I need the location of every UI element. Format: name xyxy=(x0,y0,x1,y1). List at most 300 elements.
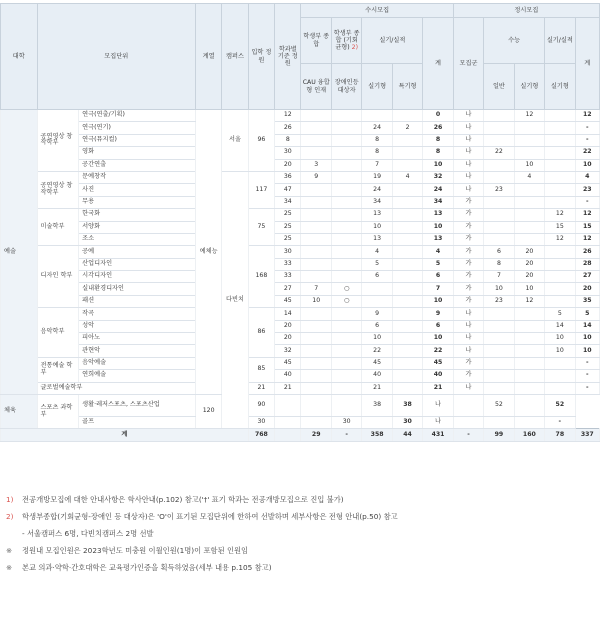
table-row xyxy=(1,333,600,345)
header-regular-total: 계 xyxy=(575,18,599,110)
table-row xyxy=(1,233,600,245)
practical-cell: 7 xyxy=(362,159,392,171)
early-total-cell: 9 xyxy=(423,308,453,320)
table-row xyxy=(1,134,600,146)
department-cell: 음악학부 xyxy=(37,308,79,358)
general-cell: 7 xyxy=(484,271,514,283)
suneung-practical-cell: 52 xyxy=(484,394,514,416)
base-quota-cell: 33 xyxy=(275,258,301,270)
group-cell: 나 xyxy=(453,320,483,332)
suneung-practical-cell xyxy=(514,370,544,382)
total-practical: 358 xyxy=(362,429,392,441)
general-cell xyxy=(484,221,514,233)
base-quota-cell: 20 xyxy=(275,159,301,171)
base-quota-cell: 33 xyxy=(275,271,301,283)
early-total-cell: 38 xyxy=(392,394,422,416)
major-cell: 공예 xyxy=(79,246,196,258)
enroll-quota-cell: 21 xyxy=(248,382,274,394)
general-cell: 6 xyxy=(484,246,514,258)
regular-total-cell: - xyxy=(575,196,599,208)
general-cell xyxy=(484,333,514,345)
table-row xyxy=(1,110,600,122)
practical2-cell: 14 xyxy=(545,320,575,332)
department-cell: 글로벌예술학부 xyxy=(37,382,195,394)
general-cell xyxy=(484,122,514,134)
practical-cell: 21 xyxy=(362,382,392,394)
regular-total-cell: 26 xyxy=(575,246,599,258)
suneung-practical-cell: 20 xyxy=(514,246,544,258)
cau-cell xyxy=(301,345,331,357)
footnote-3 xyxy=(6,529,596,539)
cau-cell xyxy=(301,233,331,245)
disabled-cell xyxy=(331,184,361,196)
practical-cell: 45 xyxy=(362,357,392,369)
early-total-cell: 40 xyxy=(423,370,453,382)
total-enroll: 768 xyxy=(248,429,274,441)
base-quota-cell: 20 xyxy=(275,333,301,345)
table-row xyxy=(1,196,600,208)
group-cell: 나 xyxy=(453,110,483,122)
early-total-cell: 34 xyxy=(423,196,453,208)
base-quota-cell: 21 xyxy=(275,382,301,394)
early-total-cell: 13 xyxy=(423,209,453,221)
special-cell xyxy=(392,258,422,270)
header-student-record-2-label: 학생부 종합 (기회 균형) xyxy=(333,29,360,52)
cau-cell xyxy=(301,246,331,258)
suneung-practical-cell: 20 xyxy=(514,271,544,283)
table-row xyxy=(1,345,600,357)
header-practical2: 실기/실적 xyxy=(545,18,575,64)
general-cell: 23 xyxy=(484,295,514,307)
practical-cell: 30 xyxy=(331,416,361,428)
university-cell: 체육 xyxy=(1,394,38,428)
general-cell xyxy=(484,345,514,357)
cau-cell xyxy=(301,184,331,196)
base-quota-cell: 12 xyxy=(275,110,301,122)
group-cell: 나 xyxy=(453,184,483,196)
practical-cell: 8 xyxy=(362,134,392,146)
major-cell: 연극(연출/기획) xyxy=(79,110,196,122)
group-cell: 나 xyxy=(453,122,483,134)
suneung-practical-cell xyxy=(484,416,514,428)
major-cell: 음악예술 xyxy=(79,357,196,369)
suneung-practical-cell: 10 xyxy=(514,159,544,171)
cau-cell xyxy=(301,209,331,221)
group-cell: 나 xyxy=(453,134,483,146)
major-cell: 연극(뮤지컬) xyxy=(79,134,196,146)
general-cell xyxy=(484,134,514,146)
base-quota-cell: 25 xyxy=(275,209,301,221)
regular-total-cell: 10 xyxy=(575,159,599,171)
header-track: 계열 xyxy=(195,4,221,110)
table-row xyxy=(1,283,600,295)
base-quota-cell: 34 xyxy=(275,196,301,208)
group-cell: 가 xyxy=(453,209,483,221)
practical2-cell xyxy=(545,258,575,270)
practical-cell: 6 xyxy=(362,271,392,283)
footnote-text: 본교 의과·약학·간호대학은 교육평가인증을 획득하였음(세부 내용 p.105 참고) xyxy=(22,563,272,572)
disabled-cell xyxy=(331,333,361,345)
regular-total-cell: 12 xyxy=(575,209,599,221)
disabled-cell xyxy=(331,382,361,394)
practical2-cell xyxy=(545,134,575,146)
group-cell: 가 xyxy=(453,357,483,369)
footnote-1 xyxy=(6,495,596,505)
practical2-cell xyxy=(545,110,575,122)
practical-cell: 24 xyxy=(362,184,392,196)
cau-cell xyxy=(301,333,331,345)
early-total-cell: 10 xyxy=(423,295,453,307)
base-quota-cell: 30 xyxy=(248,416,274,428)
total-base xyxy=(275,429,301,441)
group-cell: 가 xyxy=(453,196,483,208)
footnotes xyxy=(6,495,596,580)
total-suneung-practical: 160 xyxy=(514,429,544,441)
major-cell: 피아노 xyxy=(79,333,196,345)
cau-cell xyxy=(301,258,331,270)
general-cell xyxy=(484,382,514,394)
header-unit: 모집단위 xyxy=(37,4,195,110)
cau-cell xyxy=(301,134,331,146)
header-practical-type-3: 실기형 xyxy=(545,64,575,110)
special-cell xyxy=(392,159,422,171)
regular-total-cell: 10 xyxy=(575,333,599,345)
disabled-cell xyxy=(331,122,361,134)
early-total-cell: 10 xyxy=(423,221,453,233)
cau-cell: 9 xyxy=(301,171,331,183)
base-quota-cell: 32 xyxy=(275,345,301,357)
early-total-cell: 0 xyxy=(423,110,453,122)
base-quota-cell: 40 xyxy=(275,370,301,382)
regular-total-cell: 12 xyxy=(575,233,599,245)
group-cell: 가 xyxy=(453,233,483,245)
early-total-cell: 30 xyxy=(392,416,422,428)
total-special: 44 xyxy=(392,429,422,441)
base-quota-cell: 8 xyxy=(275,134,301,146)
suneung-practical-cell xyxy=(514,357,544,369)
group-cell: 나 xyxy=(453,345,483,357)
practical-cell: 13 xyxy=(362,233,392,245)
table-row xyxy=(1,370,600,382)
department-cell: 공연영상 창작학부 xyxy=(37,171,79,208)
practical2-cell: 12 xyxy=(545,209,575,221)
practical-cell xyxy=(362,283,392,295)
practical2-cell xyxy=(514,416,544,428)
header-base-quota: 학과별 기준 정원 xyxy=(275,4,301,110)
special-cell xyxy=(392,357,422,369)
header-early-total: 계 xyxy=(423,18,453,110)
header-general: 일반 xyxy=(484,64,514,110)
general-cell xyxy=(484,110,514,122)
general-cell xyxy=(484,233,514,245)
department-cell: 공연영상 창작학부 xyxy=(37,110,79,172)
table-row xyxy=(1,171,600,183)
practical-cell: 34 xyxy=(362,196,392,208)
special-cell xyxy=(392,333,422,345)
cau-cell xyxy=(301,110,331,122)
cau-cell xyxy=(301,357,331,369)
practical2-cell: 5 xyxy=(545,308,575,320)
early-total-cell: 13 xyxy=(423,233,453,245)
general-cell xyxy=(453,394,483,416)
enroll-quota-cell: 85 xyxy=(248,357,274,382)
early-total-cell: 22 xyxy=(423,345,453,357)
practical-cell: 40 xyxy=(362,370,392,382)
special-cell xyxy=(392,209,422,221)
early-total-cell: 5 xyxy=(423,258,453,270)
cau-cell xyxy=(275,416,301,428)
group-cell: 나 xyxy=(453,333,483,345)
early-total-cell: 10 xyxy=(423,333,453,345)
early-total-cell: 8 xyxy=(423,147,453,159)
practical2-cell xyxy=(545,171,575,183)
major-cell: 한국화 xyxy=(79,209,196,221)
base-quota-cell: 30 xyxy=(275,147,301,159)
special-cell xyxy=(392,308,422,320)
header-student-record: 학생부 종합 xyxy=(301,18,331,64)
disabled-cell xyxy=(331,171,361,183)
major-cell: 작곡 xyxy=(79,308,196,320)
cau-cell: 7 xyxy=(301,283,331,295)
early-total-cell: 45 xyxy=(423,357,453,369)
regular-total-cell: 12 xyxy=(575,110,599,122)
regular-total-cell: 27 xyxy=(575,271,599,283)
regular-total-cell: 23 xyxy=(575,184,599,196)
special-cell xyxy=(392,345,422,357)
header-enroll-quota: 입학 정원 xyxy=(248,4,274,110)
practical2-cell xyxy=(545,147,575,159)
base-quota-cell: 27 xyxy=(275,283,301,295)
practical2-cell xyxy=(545,246,575,258)
table-row xyxy=(1,271,600,283)
practical-cell: 10 xyxy=(362,333,392,345)
table-row xyxy=(1,159,600,171)
practical2-cell xyxy=(545,283,575,295)
regular-total-cell: - xyxy=(545,416,575,428)
cau-cell xyxy=(301,320,331,332)
header-group: 모집군 xyxy=(453,18,483,110)
suneung-practical-cell xyxy=(514,122,544,134)
major-cell: 연희예술 xyxy=(79,370,196,382)
disabled-cell xyxy=(331,196,361,208)
major-cell: 실내환경디자인 xyxy=(79,283,196,295)
cau-cell xyxy=(301,308,331,320)
group-cell: 나 xyxy=(453,171,483,183)
early-total-cell: 6 xyxy=(423,320,453,332)
major-cell: 생활·레저스포츠, 스포츠산업 xyxy=(79,394,196,416)
cau-cell xyxy=(301,370,331,382)
group-cell: 가 xyxy=(453,283,483,295)
enroll-quota-cell: 75 xyxy=(248,209,274,246)
general-cell xyxy=(484,370,514,382)
regular-total-cell: - xyxy=(575,122,599,134)
header-mark-2: 2) xyxy=(351,44,359,52)
practical2-cell xyxy=(545,196,575,208)
table-row xyxy=(1,308,600,320)
base-quota-cell: 14 xyxy=(275,308,301,320)
regular-total-cell: - xyxy=(575,370,599,382)
practical-cell xyxy=(331,394,361,416)
regular-total-cell: 35 xyxy=(575,295,599,307)
disabled-cell xyxy=(331,271,361,283)
regular-total-cell: - xyxy=(575,134,599,146)
major-cell: 영화 xyxy=(79,147,196,159)
table-row xyxy=(1,209,600,221)
major-cell: 성악 xyxy=(79,320,196,332)
department-cell: 스포츠 과학부 xyxy=(37,394,79,428)
general-cell xyxy=(484,209,514,221)
special-cell xyxy=(392,382,422,394)
suneung-practical-cell xyxy=(514,209,544,221)
special-cell xyxy=(392,134,422,146)
early-total-cell: 8 xyxy=(423,134,453,146)
disabled-cell xyxy=(331,308,361,320)
base-quota-cell: 36 xyxy=(275,171,301,183)
practical-cell: 4 xyxy=(362,246,392,258)
cau-cell: 3 xyxy=(301,159,331,171)
suneung-practical-cell: 12 xyxy=(514,110,544,122)
disabled-cell: ○ xyxy=(331,283,361,295)
cau-cell xyxy=(301,196,331,208)
suneung-practical-cell xyxy=(514,196,544,208)
special-cell: 38 xyxy=(362,394,392,416)
campus-cell: 다빈치 xyxy=(222,171,248,428)
disabled-cell xyxy=(331,233,361,245)
special-cell xyxy=(392,283,422,295)
regular-total-cell: 14 xyxy=(575,320,599,332)
major-cell: 패션 xyxy=(79,295,196,307)
department-cell: 미술학부 xyxy=(37,209,79,246)
disabled-cell xyxy=(331,110,361,122)
practical2-cell: 12 xyxy=(545,233,575,245)
practical2-cell xyxy=(545,159,575,171)
disabled-cell xyxy=(331,357,361,369)
header-student-record-2 xyxy=(331,18,361,64)
header-regular: 정시모집 xyxy=(453,4,599,18)
enroll-quota-cell: 117 xyxy=(248,171,274,208)
base-quota-cell: 30 xyxy=(275,246,301,258)
disabled-cell xyxy=(331,246,361,258)
cau-cell xyxy=(301,147,331,159)
practical2-cell xyxy=(545,357,575,369)
special-cell: 2 xyxy=(392,122,422,134)
special-cell xyxy=(392,147,422,159)
major-cell: 관현악 xyxy=(79,345,196,357)
general-cell: 23 xyxy=(484,184,514,196)
disabled-cell: ○ xyxy=(331,295,361,307)
cau-cell xyxy=(275,394,301,416)
practical-cell: 19 xyxy=(362,171,392,183)
major-cell: 문예창작 xyxy=(79,171,196,183)
table-row xyxy=(1,122,600,134)
total-early: 431 xyxy=(423,429,453,441)
base-quota-cell: 45 xyxy=(275,357,301,369)
general-cell xyxy=(484,159,514,171)
disabled-cell xyxy=(331,209,361,221)
base-quota-cell: 45 xyxy=(275,295,301,307)
total-practical2: 78 xyxy=(545,429,575,441)
cau-cell xyxy=(301,221,331,233)
footnote-mark: 1) xyxy=(6,495,14,504)
general-cell xyxy=(484,357,514,369)
group-cell: 나 xyxy=(423,416,453,428)
disabled-cell xyxy=(331,221,361,233)
early-total-cell: 21 xyxy=(423,382,453,394)
practical2-cell: 15 xyxy=(545,221,575,233)
group-cell: 나 xyxy=(423,394,453,416)
footnote-text: 학생부종합(기회균형-장애인 등 대상자)은 'O'이 표기된 모집단위에 한하여 선발하며 세부사항은 전형 안내(p.50) 참고 xyxy=(22,512,398,521)
disabled-cell xyxy=(331,320,361,332)
suneung-practical-cell xyxy=(514,308,544,320)
header-special-type: 특기형 xyxy=(392,64,422,110)
header-suneung: 수능 xyxy=(484,18,545,64)
practical-cell xyxy=(362,110,392,122)
special-cell xyxy=(392,221,422,233)
total-cau: 29 xyxy=(301,429,331,441)
cau-cell xyxy=(301,122,331,134)
group-cell: 가 xyxy=(453,221,483,233)
table-row xyxy=(1,357,600,369)
group-cell: 가 xyxy=(453,246,483,258)
group-cell: 가 xyxy=(453,271,483,283)
enroll-quota-cell: 168 xyxy=(248,246,274,308)
header-practical-type-2: 실기형 xyxy=(514,64,544,110)
general-cell: 22 xyxy=(484,147,514,159)
practical-cell: 13 xyxy=(362,209,392,221)
table-row xyxy=(1,258,600,270)
major-cell: 무용 xyxy=(79,196,196,208)
header-disabled: 장애인등 대상자 xyxy=(331,64,361,110)
total-row xyxy=(1,429,600,441)
regular-total-cell: 20 xyxy=(575,283,599,295)
table-row xyxy=(1,295,600,307)
table-row xyxy=(1,320,600,332)
footnote-mark: ※ xyxy=(6,546,13,555)
department-cell: 디자인 학부 xyxy=(37,246,79,308)
practical-cell: 6 xyxy=(362,320,392,332)
general-cell xyxy=(453,416,483,428)
disabled-cell xyxy=(331,147,361,159)
header-early: 수시모집 xyxy=(301,4,453,18)
group-cell: 나 xyxy=(453,159,483,171)
suneung-practical-cell xyxy=(514,221,544,233)
special-cell xyxy=(362,416,392,428)
header-university: 대학 xyxy=(1,4,38,110)
disabled-cell xyxy=(331,159,361,171)
admissions-table xyxy=(0,3,600,442)
special-cell xyxy=(392,184,422,196)
major-cell: 서양화 xyxy=(79,221,196,233)
group-cell: 나 xyxy=(453,147,483,159)
early-total-cell: 24 xyxy=(423,184,453,196)
table-row xyxy=(1,246,600,258)
table-row xyxy=(1,382,600,394)
practical2-cell xyxy=(545,122,575,134)
suneung-practical-cell xyxy=(514,184,544,196)
early-total-cell: 7 xyxy=(423,283,453,295)
general-cell xyxy=(484,196,514,208)
enroll-quota-cell: 96 xyxy=(248,110,274,172)
practical2-cell xyxy=(545,271,575,283)
practical2-cell: 10 xyxy=(545,333,575,345)
footnote-mark: 2) xyxy=(6,512,14,521)
practical2-cell xyxy=(545,184,575,196)
major-cell: 사진 xyxy=(79,184,196,196)
suneung-practical-cell: 20 xyxy=(514,258,544,270)
special-cell xyxy=(392,196,422,208)
practical-cell: 10 xyxy=(362,221,392,233)
base-quota-cell: 25 xyxy=(275,221,301,233)
